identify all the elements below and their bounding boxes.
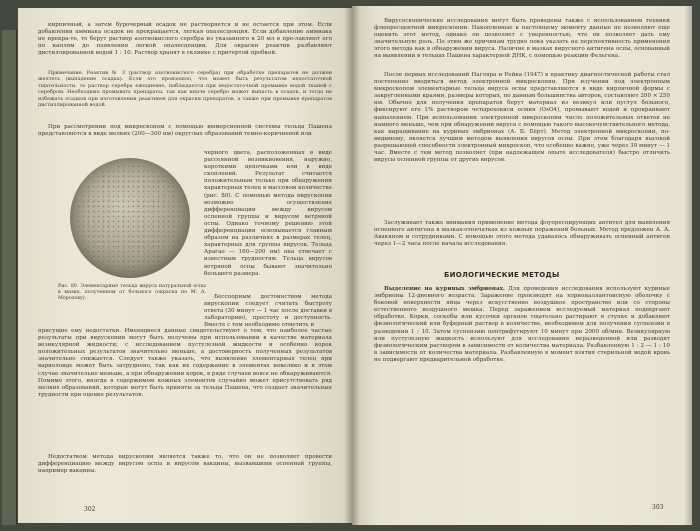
right-paragraph-1: Вирусоскопические исследования могут быть проведены также с использованием техники флюоресцентной микроскопии. Накопленные к настоящему моменту данные не позволяют еще оценить этот метод, однако он позволяет с уверенностью, что он позволяет дать ему значительную роль. По этим же причинам трудно пока указать на перспективность применения этого метода как в обнаружении вируса. Наличие в мазках вирусного антигена оспы, основанный на выявлении в тельцах Пашена характерной ДНК, с помощью реакции Фельгена. — [374, 18, 670, 60]
book-gutter — [344, 6, 360, 525]
left-paragraph-5: присущие ему недостатки. Имеющиеся данные свидетельствуют о том, что наиболее частые результаты при вирускопии могут быть получены при использовании в качестве материала везикулярной жидкости; с исследованием пустулезной жидкости и особенно корок положительных результатов значительно меньше, а достоверность полученных результатов значительно снижается. Следует также указать, что выявление элементарных телец при вариолоиде может быть затруднено, так как их содержание в элементах невелико и в этом случае значительно меньше, а при обнаружении корок, в ряде случаев вовсе не обнаруживаются. Помимо этого, иногда в содержимом кожных элементов случайно может присутствовать ряд мелких образований, которые могут быть приняты за тельца Пашена, что создает значительные трудности при оценке результатов. — [38, 328, 332, 398]
right-page — [352, 6, 692, 525]
left-page-number: 302 — [84, 506, 96, 513]
subsection-title: Выделение на куриных эмбрионах. — [384, 286, 505, 292]
left-paragraph-1: кирпичный, а затем бурочерный осадок не растворяется и не остается при этом. Если добавлении аммиака осадок не прекращается, легкая опалесценция. Если добавление аммиака не прекра-то, то берут раствор азотнокислого серебра из указанного в 20 мл в про-лавляют его по каплям до появления легкой опалесценции. Для окраски реактив разбавляют дистиллированной водой 1 : 10. Раствор хранят в склянке с притертой пробкой. — [38, 22, 332, 57]
right-paragraph-4-text: Для проведения исследования используют куриные эмбрионы 12-дневного возраста. Заражение производят на хорионаллантоисную оболочку с боковой поверхности яйца через искусственно воздушное пространство или со стороны естественного воздушного мешка. Перед заражением исследуемый материал подвергают обработке. Корки, соскобы или кусочки органов тщательно растирают в ступке и добавляют физиологический или буферный раствор в количестве, необходимом для получения суспензии в разведении 1 : 10. Затем суспензию центрифугируют 10 минут при 2000 об/мин. Везикулярную или пустулезную жидкость используют для исследования неразведенной или разводят физиологическим раствором в зависимости от количества материала. Разбавленную 1 : 2 — 1 : 10 в зависимости от количества материала. Разбавленную в момент взятия стерильной водой кровь не подвергают предварительной обработке. — [374, 286, 670, 363]
section-title: БИОЛОГИЧЕСКИЕ МЕТОДЫ — [444, 271, 560, 279]
left-paragraph-3: При рассмотрении под микроскопом с помощью иммерсионной системы тельца Пашена представляются в виде мелких (200—300 нм) округлых образований темно-коричневой или — [38, 124, 332, 138]
right-page-number: 303 — [652, 504, 664, 511]
figure-caption: Рис. 80. Элементарные тельца вируса натуральной оспы в мазке, полученном от больного (окраска по М. А. Морозову). — [58, 284, 206, 302]
book-cover-edge — [2, 30, 17, 525]
left-paragraph-4-column: Бесспорным достоинством метода вирускопии следует считать быстроту ответа (30 минут — 1 час после доставки в лабораторию), простоту и доступность. Вместе с тем необходимо отметить и — [204, 294, 332, 329]
right-paragraph-4 — [374, 286, 670, 364]
left-page — [18, 8, 352, 523]
right-paragraph-3: Заслуживает также внимания применение метода флуоресцирующих антител для выявления оспенного антигена в мазках-отпечатках из кожных поражений больных. Метод предложен А. А. Авакяном и сотрудниками. С помощью этого метода удавалось обнаруживать оспенный антиген через 1—2 часа после начала исследования. — [374, 220, 670, 248]
left-paragraph-6: Недостатком метода вирускопии является также то, что он не позволяет провести дифференциацию между вирусом оспы и вирусом вакцины, вызвавшими оспенной группы, например вакцины. — [38, 454, 332, 475]
left-paragraph-3-column: черного цвета, расположенных в виде рассеянной возникновения, наружно, короткими цепочками или в виде скоплений. Результат считается положительным только при обнаружении характерных телец в массовом количестве (рис. 80). С помощью метода вирускопии возможно осуществление дифференциации между вирусом оспенной группы и вирусом ветряной оспы. Однако точному решению этой дифференциации основывается главным образом на различиях в размерах телец, характерных для группы вирусов. Тельца Арагао — 160—200 нм) она отвечает с известным трудностям. Тельца вирусов ветряной оспы бывают значительно большего размера. — [204, 150, 332, 277]
right-paragraph-2: После первых исследований Нагляра и Рейка (1947) в практику диагностической работы стал постепенно вводиться метод электронной микроскопии. При изучении под электронным микроскопом элементарные тельца вируса оспы представляются в виде кирпичной формы с закругленными краями, размеры которых, по данным большинства авторов, составляют 200 × 250 нм. Обычно для получения препаратов берут материал из везикул или пустул больного, фиксируют его 1% раствором четырехокиси осмия (OsO4), промывают водой и прокраивают напылением. При использовании электронной микроскопии число положительных ответов не намного меньше, чем при обнаружении вируса с помощью такого высокочувствительного метода, как выращивание на куриных эмбрионах (А. Б. Бёрт). Метод электронной микроскопии, по-видимому, является лучшим методом выявления вирусов оспы. При этом благодаря высокой разрешающей способности электронный микроскоп, что особенно важно, уже через 30 минут — 1 час. Вместе с тем метод позволяет (при надлежащем опыте исследователя) быстро отличить вирусы оспенной группы от других вирусов. — [374, 72, 670, 164]
microscope-image — [70, 158, 190, 278]
right-page-shadow — [684, 6, 692, 525]
left-note-paragraph: Примечание. Реактив № 3 (раствор азотнокислого серебра) при обработке препаратов не должен желтеть (выпадение осадка). Если это произошло, что может быть результатом недостаточной тщательности, то раствор серебра ежедневно, наблюдается при недостаточной промывке водой тканей с серебром. Необходимо промывать препараты, так как иначе серебро может выпасть в осадок, и тогда не избежать осадков при изготовлении реактивов для окраски препаратов, а также при промывке препаратов дистиллированной водой. — [38, 70, 332, 109]
